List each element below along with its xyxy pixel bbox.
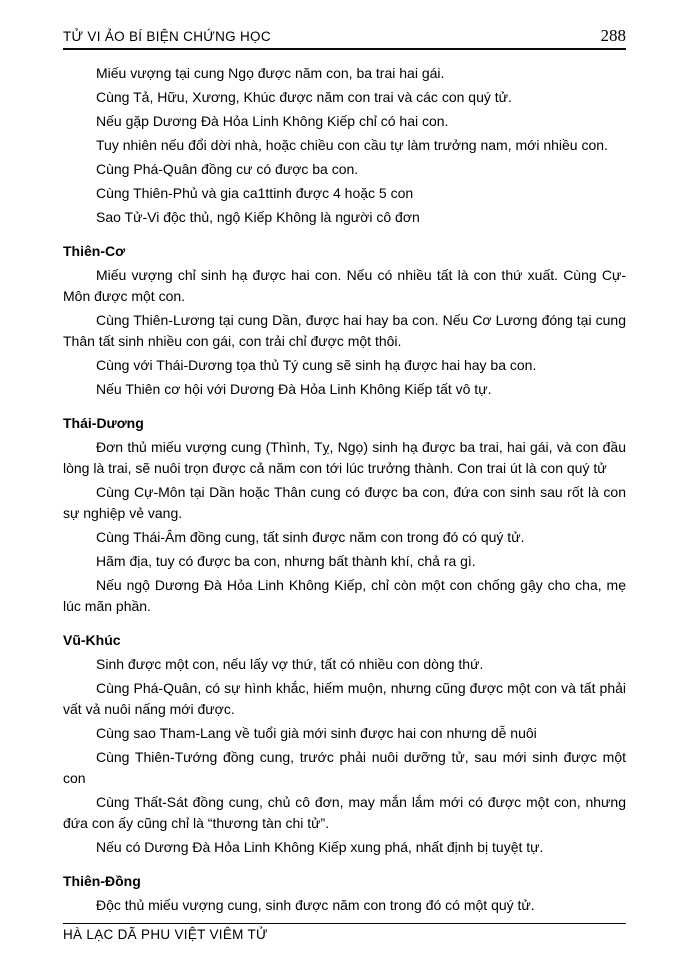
section-heading: Vũ-Khúc <box>63 632 121 648</box>
document-body <box>63 63 626 919</box>
paragraph: Cùng Thiên-Lương tại cung Dần, được hai hay ba con. Nếu Cơ Lương đóng tại cung Thân tất sinh nhiều con gái, con trải chỉ được một thôi. <box>63 312 626 349</box>
paragraph: Hãm địa, tuy có được ba con, nhưng bất thành khí, chả ra gì. <box>96 553 476 569</box>
paragraph: Cùng sao Tham-Lang về tuổi già mới sinh được hai con nhưng dễ nuôi <box>96 725 537 741</box>
paragraph: Nếu ngộ Dương Đà Hỏa Linh Không Kiếp, chỉ còn một con chống gậy cho cha, mẹ lúc mãn phần. <box>63 577 626 614</box>
paragraph: Cùng Phá-Quân đồng cư có được ba con. <box>96 161 359 177</box>
paragraph: Miếu vượng tại cung Ngọ được năm con, ba trai hai gái. <box>96 65 445 81</box>
paragraph: Cùng Cự-Môn tại Dần hoặc Thân cung có được ba con, đứa con sinh sau rốt là con sự nghiệp vẻ vang. <box>63 484 626 521</box>
paragraph: Cùng với Thái-Dương tọa thủ Tý cung sẽ sinh hạ được hai hay ba con. <box>96 357 537 373</box>
paragraph: Cùng Phá-Quân, có sự hình khắc, hiếm muộn, nhưng cũng được một con và tất phải vất vả nuôi nấng mới được. <box>63 680 626 717</box>
section-heading: Thái-Dương <box>63 415 144 431</box>
section-heading: Thiên-Cơ <box>63 243 126 259</box>
paragraph: Độc thủ miếu vượng cung, sinh được năm con trong đó có một quý tử. <box>96 897 535 913</box>
paragraph: Đơn thủ miếu vượng cung (Thình, Tỵ, Ngọ) sinh hạ được ba trai, hai gái, và con đầu lòng là trai, sẽ nuôi trọn được cả năm con tới lúc trưởng thành. Con trai út là con quý tử <box>63 439 626 476</box>
page-header <box>63 27 626 50</box>
paragraph: Cùng Thiên-Phủ và gia ca1ttinh được 4 hoặc 5 con <box>96 185 414 201</box>
page-footer <box>63 923 626 942</box>
page-header-row <box>63 27 626 50</box>
paragraph: Sao Tử-Vi độc thủ, ngộ Kiếp Không là người cô đơn <box>96 209 420 225</box>
footer-imprint: HÀ LẠC DÃ PHU VIỆT VIÊM TỬ <box>63 927 268 942</box>
page-number: 288 <box>600 26 626 45</box>
paragraph: Cùng Thất-Sát đồng cung, chủ cô đơn, may mắn lắm mới có được một con, nhưng đứa con ấy cũng chỉ là “thương tàn chi tử”. <box>63 794 626 831</box>
paragraph: Cùng Thái-Âm đồng cung, tất sinh được năm con trong đó có quý tử. <box>96 529 525 545</box>
paragraph: Nếu Thiên cơ hội với Dương Đà Hỏa Linh Không Kiếp tất vô tự. <box>96 381 492 397</box>
paragraph: Miếu vượng chỉ sinh hạ được hai con. Nếu có nhiều tất là con thứ xuất. Cùng Cự-Môn được một con. <box>63 267 626 304</box>
paragraph: Nếu gặp Dương Đà Hỏa Linh Không Kiếp chỉ có hai con. <box>96 113 449 129</box>
section-heading: Thiên-Đồng <box>63 873 141 889</box>
paragraph: Cùng Thiên-Tướng đồng cung, trước phải nuôi dưỡng tử, sau mới sinh được một con <box>63 749 626 786</box>
paragraph: Tuy nhiên nếu đổi dời nhà, hoặc chiều con cầu tự làm trưởng nam, mới nhiều con. <box>96 137 608 153</box>
paragraph: Sinh được một con, nếu lấy vợ thứ, tất có nhiều con dòng thứ. <box>96 656 484 672</box>
page-title: TỬ VI ẢO BÍ BIỆN CHỨNG HỌC <box>63 29 271 44</box>
paragraph: Nếu có Dương Đà Hỏa Linh Không Kiếp xung phá, nhất định bị tuyệt tự. <box>96 839 544 855</box>
paragraph: Cùng Tả, Hữu, Xương, Khúc được năm con trai và các con quý tử. <box>96 89 512 105</box>
